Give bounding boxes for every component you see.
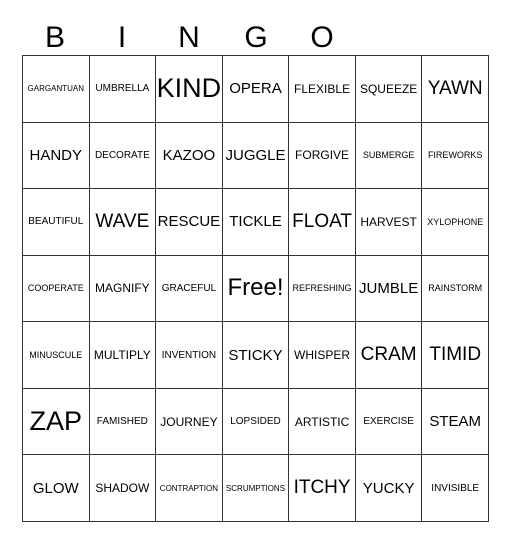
bingo-cell[interactable]: RESCUE	[156, 189, 223, 256]
bingo-cell[interactable]: SCRUMPTIONS	[223, 455, 290, 522]
bingo-cell[interactable]: JUGGLE	[223, 123, 290, 190]
bingo-cell[interactable]: MULTIPLY	[90, 322, 157, 389]
bingo-cell[interactable]: ZAP	[23, 389, 90, 456]
bingo-cell[interactable]: CONTRAPTION	[156, 455, 223, 522]
bingo-cell[interactable]: YUCKY	[356, 455, 423, 522]
bingo-cell[interactable]: TICKLE	[223, 189, 290, 256]
bingo-cell[interactable]: OPERA	[223, 56, 290, 123]
bingo-cell[interactable]: GLOW	[23, 455, 90, 522]
header-letter-g: G	[244, 21, 268, 54]
bingo-cell[interactable]: ARTISTIC	[289, 389, 356, 456]
bingo-cell[interactable]: COOPERATE	[23, 256, 90, 323]
bingo-cell[interactable]: GARGANTUAN	[23, 56, 90, 123]
bingo-cell[interactable]: SQUEEZE	[356, 56, 423, 123]
bingo-cell[interactable]: REFRESHING	[289, 256, 356, 323]
bingo-cell[interactable]: DECORATE	[90, 123, 157, 190]
bingo-cell[interactable]: INVENTION	[156, 322, 223, 389]
bingo-cell[interactable]: KAZOO	[156, 123, 223, 190]
bingo-cell[interactable]: YAWN	[422, 56, 489, 123]
bingo-cell[interactable]: KIND	[156, 56, 223, 123]
bingo-cell[interactable]: STICKY	[223, 322, 290, 389]
bingo-cell[interactable]: MINUSCULE	[23, 322, 90, 389]
bingo-cell[interactable]: RAINSTORM	[422, 256, 489, 323]
bingo-cell[interactable]: JUMBLE	[356, 256, 423, 323]
bingo-cell[interactable]: GRACEFUL	[156, 256, 223, 323]
header-letter-o: O	[310, 21, 334, 54]
bingo-cell[interactable]: HANDY	[23, 123, 90, 190]
bingo-cell[interactable]: WAVE	[90, 189, 157, 256]
header-letter-b: B	[44, 21, 65, 54]
bingo-cell[interactable]: FORGIVE	[289, 123, 356, 190]
bingo-cell[interactable]: FLOAT	[289, 189, 356, 256]
bingo-card	[22, 55, 489, 522]
bingo-header	[22, 18, 489, 58]
bingo-cell[interactable]: CRAM	[356, 322, 423, 389]
bingo-cell[interactable]: EXERCISE	[356, 389, 423, 456]
bingo-cell[interactable]: FLEXIBLE	[289, 56, 356, 123]
bingo-cell[interactable]: SHADOW	[90, 455, 157, 522]
free-space[interactable]: Free!	[223, 256, 290, 323]
bingo-cell[interactable]: WHISPER	[289, 322, 356, 389]
bingo-cell[interactable]: FIREWORKS	[422, 123, 489, 190]
bingo-cell[interactable]: FAMISHED	[90, 389, 157, 456]
header-letter-n: N	[178, 21, 200, 54]
bingo-cell[interactable]: ITCHY	[289, 455, 356, 522]
bingo-cell[interactable]: BEAUTIFUL	[23, 189, 90, 256]
bingo-cell[interactable]: HARVEST	[356, 189, 423, 256]
bingo-cell[interactable]: TIMID	[422, 322, 489, 389]
bingo-cell[interactable]: LOPSIDED	[223, 389, 290, 456]
bingo-cell[interactable]: INVISIBLE	[422, 455, 489, 522]
bingo-cell[interactable]: XYLOPHONE	[422, 189, 489, 256]
bingo-cell[interactable]: STEAM	[422, 389, 489, 456]
header-letter-i: I	[117, 21, 127, 54]
bingo-cell[interactable]: MAGNIFY	[90, 256, 157, 323]
bingo-cell[interactable]: UMBRELLA	[90, 56, 157, 123]
bingo-cell[interactable]: SUBMERGE	[356, 123, 423, 190]
bingo-cell[interactable]: JOURNEY	[156, 389, 223, 456]
